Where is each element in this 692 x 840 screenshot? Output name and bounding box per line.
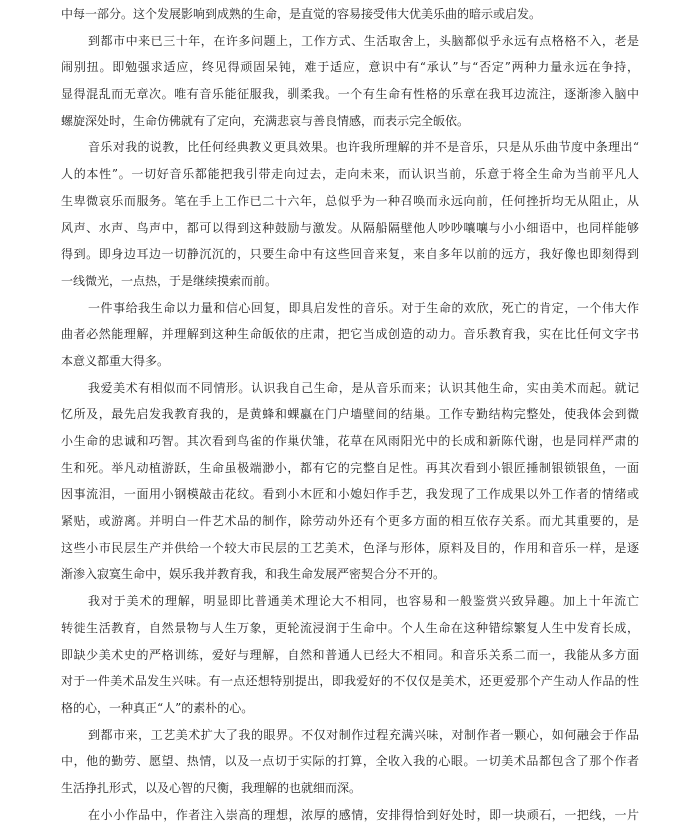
text-line: 因事流泪，一面用小钢模敲击花纹。看到小木匠和小媳妇作手艺，我发现了工作成果以外工作者的情绪或 (61, 487, 639, 502)
paragraph (61, 808, 639, 822)
text-line: 中，他的勤劳、愿望、热情，以及一点切于实际的打算，全收入我的心眼。一切美术品都包含了那个作者 (61, 754, 639, 769)
text-line: 生和死。举凡动植游跃，生命虽极端渺小，都有它的完整自足性。再其次看到小银匠捶制银锁银鱼，一面 (61, 460, 639, 475)
text-line: 闹别扭。即勉强求适应，终见得顽固呆钝，难于适应，意识中有“承认”与“否定”两种力量永远在争持， (61, 60, 639, 75)
text-line: 转徙生活教育，自然景物与人生万象，更轮流浸润于生命中。个人生命在这种错综繁复人生中发育长成， (61, 620, 639, 635)
text-line: 即缺少美术史的严格训练，爱好与理解，自然和普通人已经大不相同。和音乐关系二而一，我能从多方面 (61, 647, 639, 662)
text-line: 渐渗入寂寞生命中，娱乐我并教育我，和我生命发展严密契合分不开的。 (61, 567, 446, 582)
paragraph (61, 381, 639, 582)
text-line: 生活挣扎形式，以及心智的尺衡，我理解的也就细而深。 (61, 780, 362, 795)
text-line: 到都市来，工艺美术扩大了我的眼界。不仅对制作过程充满兴味，对制作者一颗心，如何融会于作品 (88, 727, 639, 742)
text-line: 显得混乱而无章次。唯有音乐能征服我，驯柔我。一个有生命有性格的乐章在我耳边流注，逐渐渗入脑中 (61, 87, 639, 102)
text-line: 在小小作品中，作者注入崇高的理想，浓厚的感情，安排得恰到好处时，即一块顽石，一把线，一片 (88, 807, 639, 822)
text-line: 本意义都重大得多。 (61, 353, 170, 368)
text-line: 曲者必然能理解，并理解到这种生命皈依的庄肃，把它当成创造的动力。音乐教育我，实在比任何文字书 (61, 327, 639, 342)
text-line: 紧贴，或游离。并明白一件艺术品的制作，除劳动外还有个更多方面的相互依存关系。而尤其重要的，是 (61, 514, 639, 529)
text-line: 人的本性”。一切好音乐都能把我引带走向过去，走向未来，而认识当前，乐意于将全生命为当前平凡人 (61, 167, 639, 182)
text-line: 小生命的忠诚和巧智。其次看到鸟雀的作巢伏雏，花草在风雨阳光中的长成和新陈代谢，也是同样严肃的 (61, 434, 639, 448)
text-line: 我对于美术的理解，明显即比普通美术理论大不相同，也容易和一般鉴赏兴致异趣。加上十年流亡 (88, 594, 639, 609)
text-line: 一线微光，一点热，于是继续摸索而前。 (61, 273, 278, 288)
paragraph (61, 7, 639, 21)
text-line: 我爱美术有相似而不同情形。认识我自己生命，是从音乐而来；认识其他生命，实由美术而起。就记 (88, 380, 639, 395)
text-line: 到都市中来已三十年，在许多问题上，工作方式、生活取舍上，头脑都似乎永远有点格格不入，老是 (88, 33, 639, 48)
paragraph (61, 301, 639, 368)
text-line: 格的心，一种真正“人”的素朴的心。 (61, 700, 254, 715)
text-line: 得到。即身边耳边一切静沉沉的，只要生命中有这些回音来复，来自多年以前的远方，我好像也即刻得到 (61, 247, 639, 262)
text-line: 忆所及，最先启发我教育我的，是黄蜂和蜾蠃在门户墙壁间的结巢。工作专勤结构完整处，使我体会到微 (61, 407, 639, 422)
text-line: 风声、水声、鸟声中，都可以得到这种鼓励与激发。从隔船隔壁他人吵吵嚷嚷与小小细语中，也同样能够 (61, 220, 639, 235)
text-line: 中每一部分。这个发展影响到成熟的生命，是直觉的容易接受伟大优美乐曲的暗示或启发。 (61, 7, 542, 21)
text-line: 螺旋深处时，生命仿佛就有了定向，充满悲哀与善良情感，而表示完全皈依。 (61, 113, 470, 128)
text-line: 一件事给我生命以力量和信心回复，即具启发性的音乐。对于生命的欢欣，死亡的肯定，一个伟大作 (88, 300, 639, 315)
text-line: 对于一件美术品发生兴味。有一点还想特别提出，即我爱好的不仅仅是美术，还更爱那个产生动人作品的性 (61, 674, 639, 689)
text-line: 音乐对我的说教，比任何经典教义更具效果。也许我所理解的并不是音乐，只是从乐曲节度中条理出“ (88, 140, 639, 155)
paragraph (61, 140, 639, 287)
text-line: 这些小市民层生产并供给一个较大市民层的工艺美术，色泽与形体，原料及目的，作用和音乐一样，是逐 (61, 540, 639, 555)
text-line: 生卑微哀乐而服务。笔在手上工作已二十六年，总似乎为一种召唤而永远向前，任何挫折均无从阻止，从 (61, 193, 639, 208)
paragraph (61, 594, 639, 715)
paragraph (61, 728, 639, 795)
paragraph (61, 34, 639, 128)
